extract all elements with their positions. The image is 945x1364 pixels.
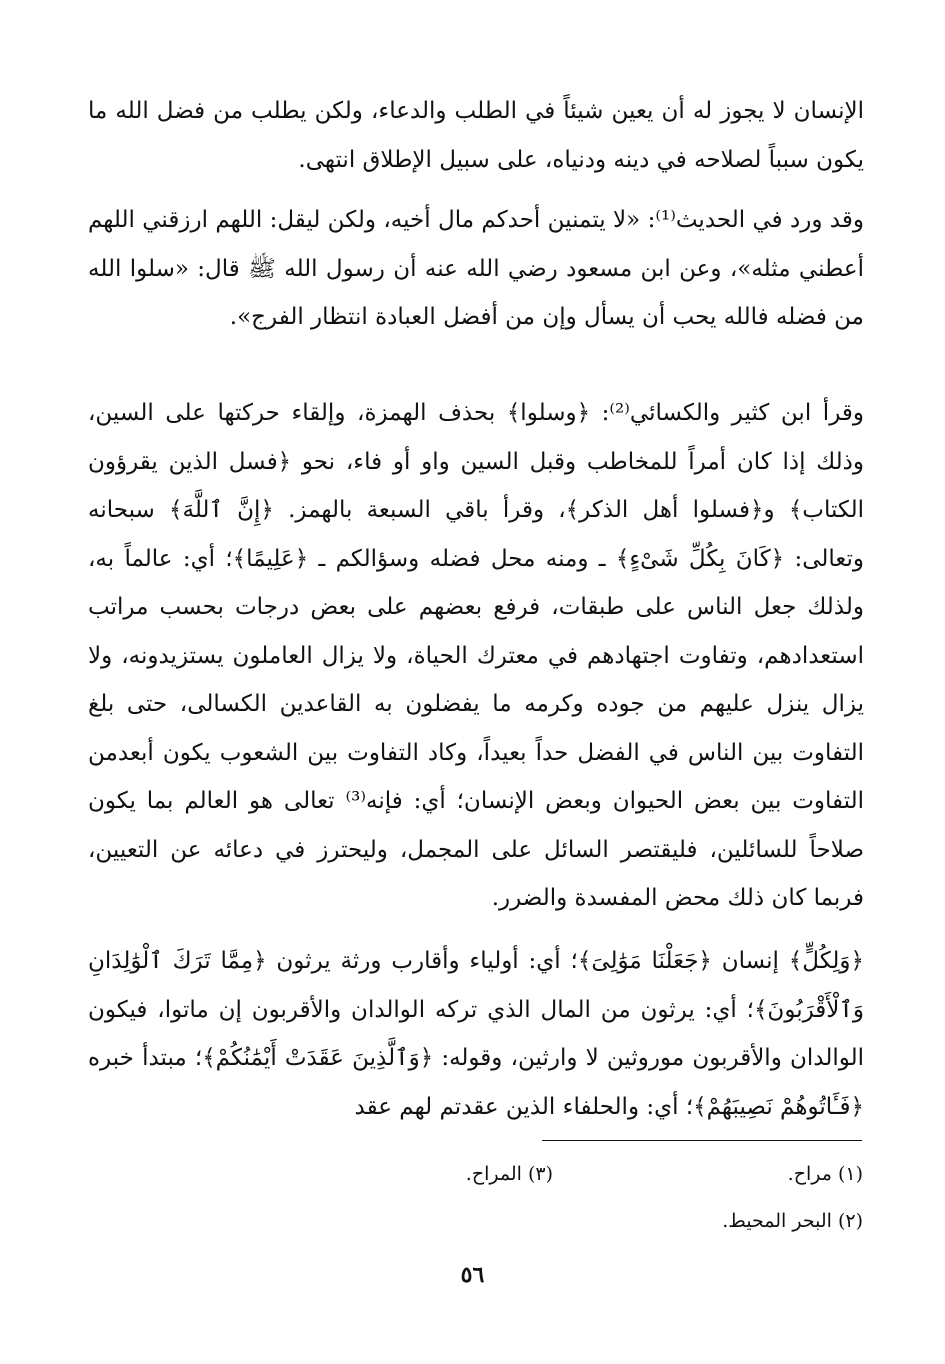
paragraph-text: ﴿وَلِكُلٍّ﴾ إنسان ﴿جَعَلْنَا مَوَٰلِىَ﴾؛ أي: أولياء وأقارب ورثة يرثون ﴿مِمَّا تَرَكَ ٱلْوَٰلِدَانِ وَٱلْأَقْرَبُونَ﴾؛ أي: يرثون من المال الذي تركه الوالدان والأقربون إن ماتوا، فيكون الوالدان والأقربون موروثين لا وارثين، وقوله: ﴿وَٱلَّذِينَ عَقَدَتْ أَيْمَٰنُكُمْ﴾؛ مبتدأ خبره ﴿فَـَٔاتُوهُمْ نَصِيبَهُمْ﴾؛ أي: والحلفاء الذين عقدتم لهم عقد (88, 948, 864, 1120)
paragraph-text: وقد ورد في الحديث⁽¹⁾: «لا يتمنين أحدكم مال أخيه، ولكن ليقل: اللهم ارزقني اللهم أعطني مثله»، وعن ابن مسعود رضي الله عنه أن رسول الله ﷺ قال: «سلوا الله من فضله فالله يحب أن يسأل وإن من أفضل العبادة انتظار الفرج». (88, 207, 864, 330)
paragraph-text: وقرأ ابن كثير والكسائي⁽²⁾: ﴿وسلوا﴾ بحذف الهمزة، وإلقاء حركتها على السين، وذلك إذا كان أمراً للمخاطب وقبل السين واو أو فاء، نحو ﴿فسل الذين يقرؤون الكتاب﴾ و﴿فسلوا أهل الذكر﴾، وقرأ باقي السبعة بالهمز. ﴿إِنَّ ٱللَّهَ﴾ سبحانه وتعالى: ﴿كَانَ بِكُلِّ شَىْءٍ﴾ ـ ومنه محل فضله وسؤالكم ـ ﴿عَلِيمًا﴾؛ أي: عالماً به، ولذلك جعل الناس على طبقات، فرفع بعضهم على بعض درجات بحسب مراتب استعدادهم، وتفاوت اجتهادهم في معترك الحياة، ولا يزال العاملون يستزيدونه، ولا يزال ينزل عليهم من جوده وكرمه ما يفضلون به القاعدين الكسالى، حتى بلغ التفاوت بين الناس في الفضل حداً بعيداً، وكاد التفاوت بين الشعوب يكون أبعدمن التفاوت بين بعض الحيوان وبعض الإنسان؛ أي: فإنه⁽³⁾ تعالى هو العالم بما يكون صلاحاً للسائلين، فليقتصر السائل على المجمل، وليحترز في دعائه عن التعيين، فربما كان ذلك محض المفسدة والضرر. (88, 400, 865, 911)
footnote-2: (٢) البحر المحيط. (722, 1210, 863, 1232)
body-paragraph-4 (88, 937, 864, 1131)
footnote-separator (542, 1140, 862, 1141)
body-paragraph-1 (88, 87, 864, 184)
footnote-1: (١) مراح. (787, 1163, 863, 1185)
body-paragraph-2 (88, 196, 864, 342)
paragraph-text: الإنسان لا يجوز له أن يعين شيئاً في الطلب والدعاء، ولكن يطلب من فضل الله ما يكون سبباً لصلاحه في دينه ودنياه، على سبيل الإطلاق انتهى. (88, 98, 864, 173)
footnote-3: (٣) المراح. (465, 1163, 553, 1185)
body-paragraph-3 (88, 389, 864, 923)
page-number: ٥٦ (460, 1262, 485, 1288)
